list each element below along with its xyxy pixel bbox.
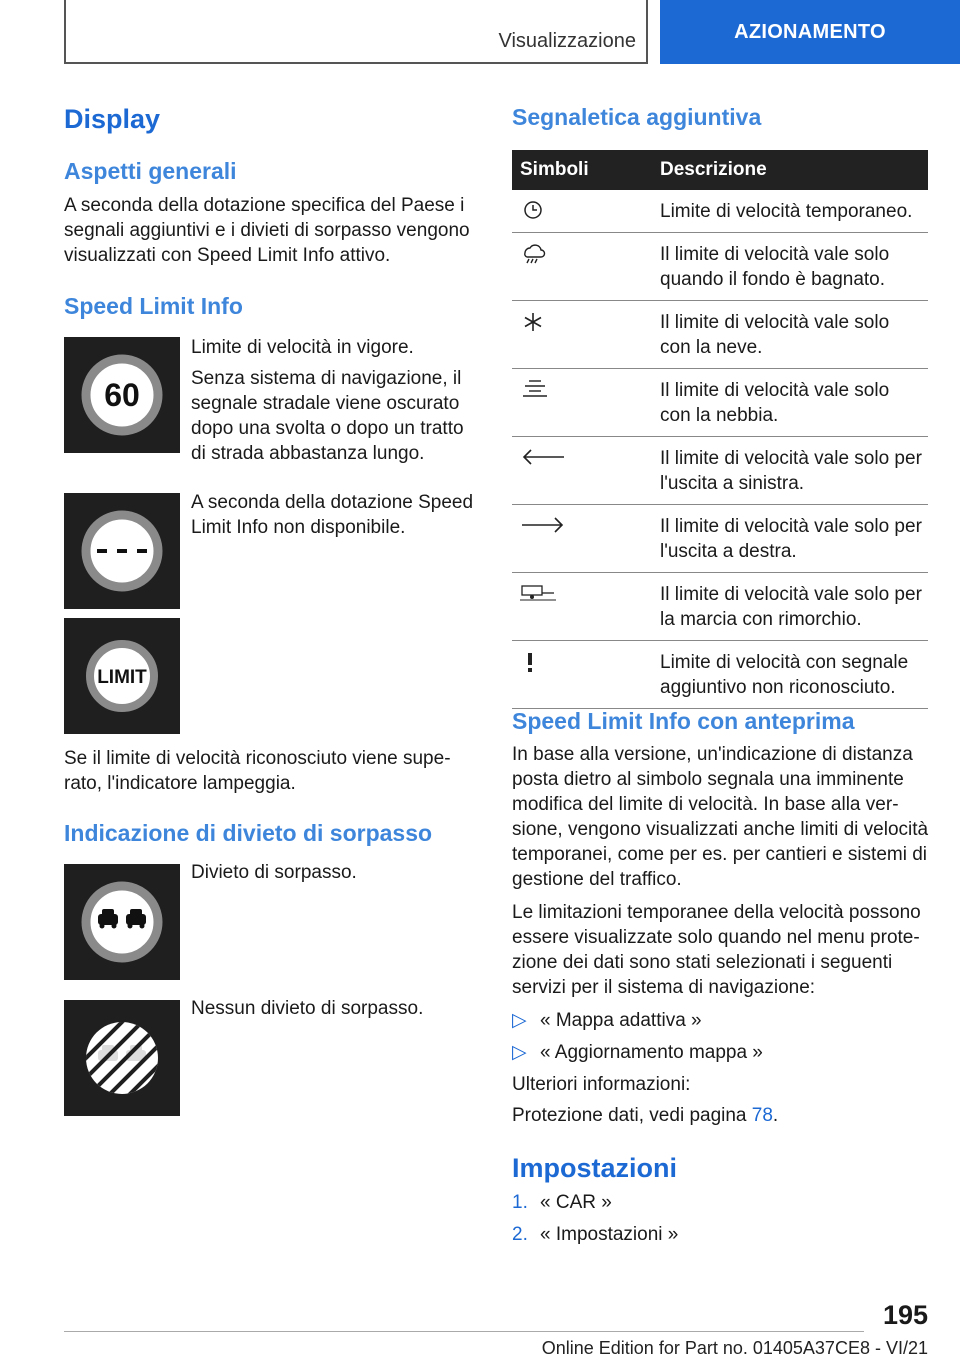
sli-text-1: Limite di velocità in vigore. [191,337,414,358]
preview-text-2: Le limitazioni temporanee della velocità possono essere visualizzate solo quando nel menu protezione dei dati sono stati selezionati i seguenti servizi per il sistema di navigazione: [512,902,921,998]
table-row [512,233,928,301]
page-number: 195 [882,1300,928,1330]
col-symbols: Simboli [512,150,652,190]
table-row [512,369,928,437]
heading-signage: Segnaletica aggiuntiva [512,104,762,130]
page-link[interactable]: 78 [751,1105,773,1126]
heading-overtake: Indicazione di divieto di sorpasso [64,820,433,846]
heading-settings: Impostazioni [512,1153,678,1183]
heading-preview: Speed Limit Info con anteprima [512,708,855,734]
privacy-reference: Protezione dati, vedi pagina 78. [512,1105,779,1126]
limit-sign-text: LIMIT [97,667,147,688]
page-title: Display [64,104,161,134]
table-row [512,505,928,573]
list-item: ▷ « Mappa adattiva » [512,1010,702,1031]
bullet-marker: ▷ [512,1010,527,1031]
general-text: A seconda della dotazione specifica del Paese i segnali aggiuntivi e i divieti di sorpasso vengono visualizzati con Speed Limit Info attivo. [64,195,470,266]
signage-table [512,150,928,709]
rain-icon [520,249,546,270]
row-description: Il limite di velocità vale solo quando il fondo è bagnato. [652,233,928,301]
list-item: 2. « Impostazioni » [512,1224,679,1245]
list-item: ▷ « Aggiornamento mappa » [512,1042,763,1063]
sli-text-3: A seconda della dotazione Speed Limit Info non disponibile. [191,492,474,538]
row-description: Il limite di velocità vale solo per l'uscita a sinistra. [652,437,928,505]
more-info-label: Ulteriori informazioni: [512,1074,691,1095]
snowflake-icon [520,317,546,338]
col-description: Descrizione [652,150,928,190]
table-row [512,573,928,641]
overtake-text-1: Divieto di sorpasso. [191,862,357,883]
heading-speed-limit-info: Speed Limit Info [64,293,243,319]
sign-60-text: 60 [104,377,140,413]
end-no-overtaking-sign [64,1000,180,1116]
row-description: Limite di velocità con segnale aggiuntivo non riconosciuto. [652,641,928,709]
limit-sign [64,618,180,734]
table-row [512,190,928,233]
trailer-icon [520,587,556,608]
row-description: Limite di velocità temporaneo. [652,190,928,233]
header-chapter-tab[interactable]: AZIONAMENTO [660,0,960,64]
sli-text-4: Se il limite di velocità riconosciuto viene superato, l'indicatore lampeggia. [64,748,451,794]
arrow-right-icon [520,519,566,540]
sli-text-2: Senza sistema di navigazione, il segnale stradale viene oscurato dopo una svolta o dopo un tratto di strada abbastanza lungo. [191,368,464,464]
footer-divider [64,1331,864,1332]
row-description: Il limite di velocità vale solo con la nebbia. [652,369,928,437]
table-row [512,437,928,505]
exclamation-icon [520,657,540,678]
table-row [512,301,928,369]
preview-text-1: In base alla versione, un'indicazione di distanza posta dietro al simbolo segnala una imminente modifica del limite di velocità. In base alla versione, vengono visualizzati anche limiti di velocità temporanei, come per es. per cantieri e sistemi di gestione del traffico. [512,744,929,890]
bullet-marker: ▷ [512,1042,527,1063]
speed-limit-unavailable-sign [64,493,180,609]
fog-icon [520,385,550,406]
arrow-left-icon [520,451,566,472]
speed-limit-60-sign [64,337,180,453]
row-description: Il limite di velocità vale solo per l'uscita a destra. [652,505,928,573]
heading-general: Aspetti generali [64,158,237,184]
no-overtaking-sign [64,864,180,980]
footer-edition: Online Edition for Part no. 01405A37CE8 - VI/21 [541,1338,928,1358]
clock-icon [520,204,546,225]
row-description: Il limite di velocità vale solo per la marcia con rimorchio. [652,573,928,641]
table-row [512,641,928,709]
row-description: Il limite di velocità vale solo con la neve. [652,301,928,369]
list-item: 1. « CAR » [512,1192,612,1213]
overtake-text-2: Nessun divieto di sorpasso. [191,998,424,1019]
header-section-label: Visualizzazione [498,30,636,52]
